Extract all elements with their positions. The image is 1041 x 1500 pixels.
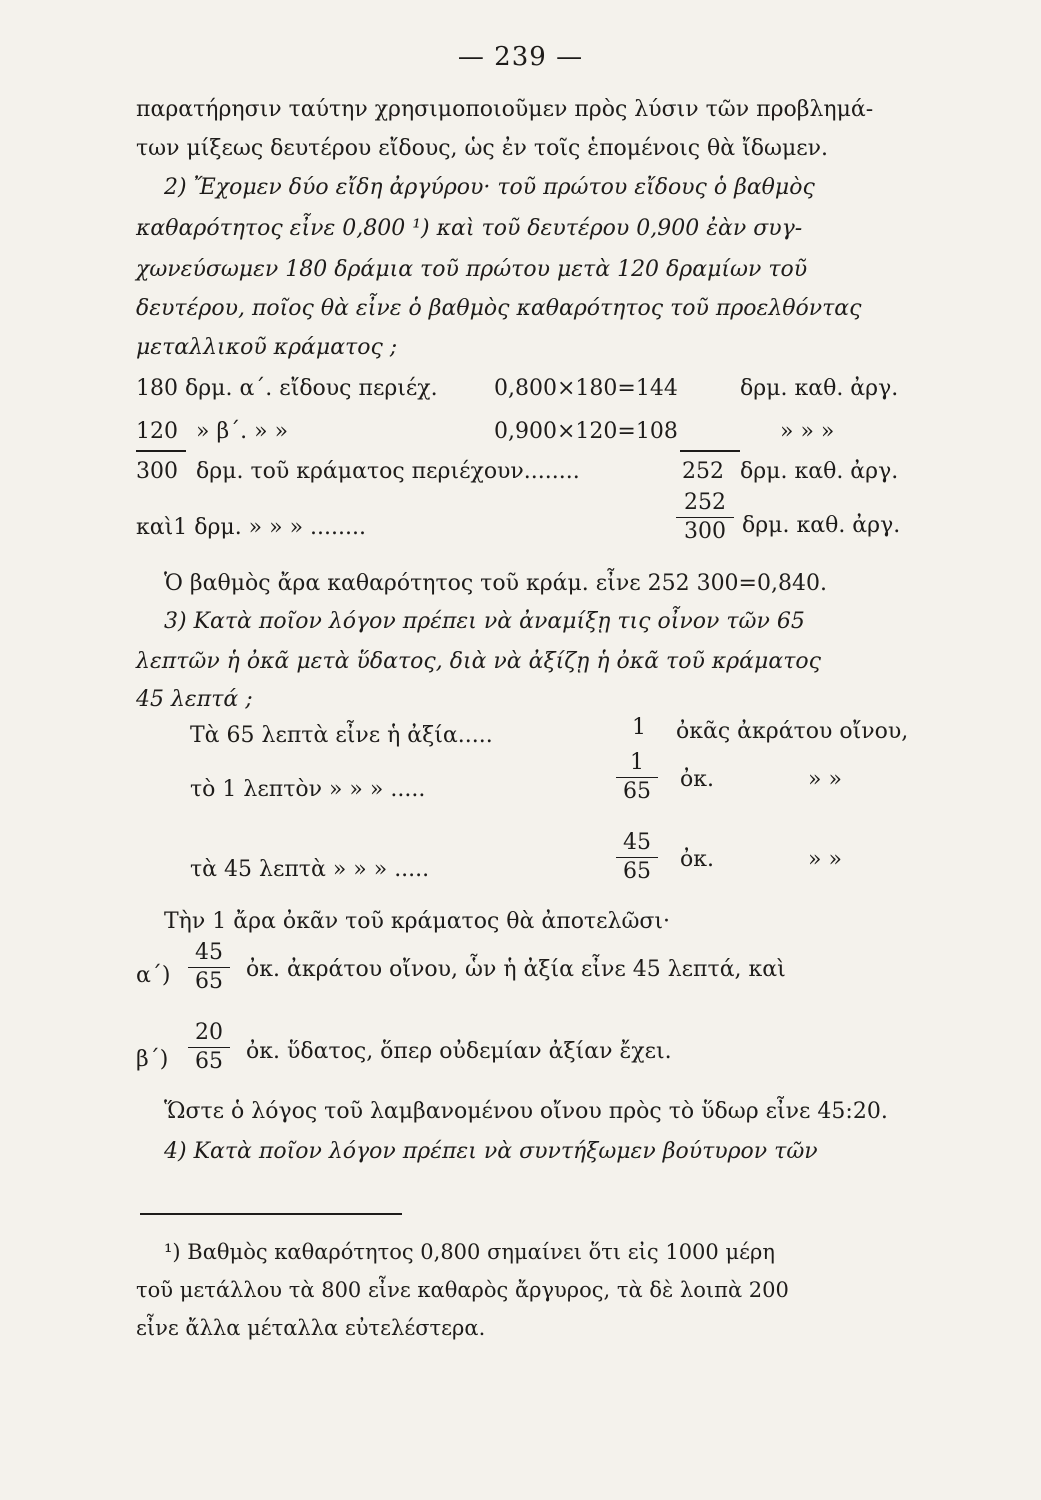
intro-line-1: παρατήρησιν ταύτην χρησιμοποιοῦμεν πρὸς λύσιν τῶν προβλημά- bbox=[136, 97, 874, 122]
problem2-line-3: χωνεύσωμεν 180 δράμια τοῦ πρώτου μετὰ 120 δραμίων τοῦ bbox=[136, 257, 808, 282]
fraction-denominator: 65 bbox=[195, 969, 223, 994]
intro-line-2: των μίξεως δευτέρου εἴδους, ὡς ἐν τοῖς ἑπομένοις θὰ ἴδωμεν. bbox=[136, 136, 829, 161]
p3-then: Τὴν 1 ἄρα ὀκᾶν τοῦ κράματος θὰ ἀποτελῶσι· bbox=[164, 909, 671, 934]
p2-sum-rule-left bbox=[136, 450, 186, 452]
p3-row3-fraction bbox=[616, 830, 658, 885]
p3-row3-ditto: » » bbox=[808, 847, 842, 872]
p2-result: Ὁ βαθμὸς ἄρα καθαρότητος τοῦ κράμ. εἶνε 252 300=0,840. bbox=[164, 571, 827, 596]
p3-row1-unit: ὀκᾶς ἀκράτου οἴνου, bbox=[676, 719, 909, 744]
fraction-numerator: 45 bbox=[195, 940, 223, 965]
problem3-line-1: 3) Κατὰ ποῖον λόγον πρέπει νὰ ἀναμίξῃ τις οἶνον τῶν 65 bbox=[164, 609, 805, 634]
p2-row2-qty: 120 bbox=[136, 419, 178, 444]
problem4-line: 4) Κατὰ ποῖον λόγον πρέπει νὰ συντήξωμεν βούτυρον τῶν bbox=[164, 1139, 818, 1164]
footnote-line-2: τοῦ μετάλλου τὰ 800 εἶνε καθαρὸς ἄργυρος, τὰ δὲ λοιπὰ 200 bbox=[136, 1278, 789, 1302]
fraction-numerator: 45 bbox=[623, 830, 651, 855]
p2-sum-rule-right bbox=[680, 450, 740, 452]
fraction-denominator: 65 bbox=[623, 779, 651, 804]
fraction-numerator: 20 bbox=[195, 1020, 223, 1045]
p2-row3-qty: 300 bbox=[136, 459, 178, 484]
p2-row3-unit: δρμ. καθ. ἀργ. bbox=[740, 459, 899, 484]
p2-row3-text: δρμ. τοῦ κράματος περιέχουν........ bbox=[196, 459, 580, 484]
p2-row4-fraction bbox=[676, 490, 734, 545]
fraction-denominator: 300 bbox=[684, 519, 726, 544]
fraction-numerator: 252 bbox=[684, 490, 726, 515]
p3-row2-unit: ὀκ. bbox=[680, 767, 714, 792]
fraction-denominator: 65 bbox=[195, 1049, 223, 1074]
p3-row3-text: τὰ 45 λεπτὰ » » » ..... bbox=[190, 857, 430, 882]
fraction-numerator: 1 bbox=[630, 750, 644, 775]
problem2-line-1: 2) Ἔχομεν δύο εἴδη ἀργύρου· τοῦ πρώτου εἴδους ὁ βαθμὸς bbox=[164, 175, 815, 200]
problem2-line-5: μεταλλικοῦ κράματος ; bbox=[136, 335, 398, 360]
p3-row2-text: τὸ 1 λεπτὸν » » » ..... bbox=[190, 777, 426, 802]
p3-conclusion: Ὥστε ὁ λόγος τοῦ λαμβανομένου οἴνου πρὸς τὸ ὕδωρ εἶνε 45:20. bbox=[164, 1099, 888, 1124]
p2-row1-qty: 180 δρμ. α΄. εἴδους περιέχ. bbox=[136, 376, 438, 401]
problem2-line-4: δευτέρου, ποῖος θὰ εἶνε ὁ βαθμὸς καθαρότητος τοῦ προελθόντας bbox=[136, 296, 862, 321]
p3-a-label: α΄) bbox=[136, 963, 171, 988]
footnote-line-3: εἶνε ἄλλα μέταλλα εὐτελέστερα. bbox=[136, 1316, 486, 1340]
problem2-line-2: καθαρότητος εἶνε 0,800 ¹) καὶ τοῦ δευτέρου 0,900 ἐὰν συγ- bbox=[136, 216, 803, 241]
p3-row1-val: 1 bbox=[632, 715, 646, 740]
p3-b-label: β΄) bbox=[136, 1047, 169, 1072]
p3-a-fraction bbox=[188, 940, 230, 995]
p3-b-text: ὀκ. ὕδατος, ὅπερ οὐδεμίαν ἀξίαν ἔχει. bbox=[246, 1039, 672, 1064]
footnote-separator bbox=[140, 1213, 402, 1215]
page-number: — 239 — bbox=[457, 42, 584, 72]
problem3-line-2: λεπτῶν ἡ ὀκᾶ μετὰ ὕδατος, διὰ νὰ ἀξίζῃ ἡ ὀκᾶ τοῦ κράματος bbox=[136, 649, 821, 674]
p2-row4-text: καὶ1 δρμ. » » » ........ bbox=[136, 515, 366, 540]
fraction-denominator: 65 bbox=[623, 859, 651, 884]
p2-row2-calc: 0,900×120=108 bbox=[494, 419, 678, 444]
p2-row3-calc: 252 bbox=[682, 459, 724, 484]
p3-row3-unit: ὀκ. bbox=[680, 847, 714, 872]
p3-b-fraction bbox=[188, 1020, 230, 1075]
p2-row2-ditto: » β΄. » » bbox=[196, 419, 289, 444]
p2-row2-unit: » » » bbox=[780, 419, 835, 444]
p3-row2-ditto: » » bbox=[808, 767, 842, 792]
p2-row4-unit: δρμ. καθ. ἀργ. bbox=[742, 513, 901, 538]
p3-row1-text: Τὰ 65 λεπτὰ εἶνε ἡ ἀξία..... bbox=[190, 723, 493, 748]
p3-row2-fraction bbox=[616, 750, 658, 805]
problem3-line-3: 45 λεπτά ; bbox=[136, 687, 253, 712]
p2-row1-unit: δρμ. καθ. ἀργ. bbox=[740, 376, 899, 401]
p3-a-text: ὀκ. ἀκράτου οἴνου, ὧν ἡ ἀξία εἶνε 45 λεπτά, καὶ bbox=[246, 957, 786, 982]
p2-row1-calc: 0,800×180=144 bbox=[494, 376, 678, 401]
footnote-line-1: ¹) Βαθμὸς καθαρότητος 0,800 σημαίνει ὅτι εἰς 1000 μέρη bbox=[164, 1240, 775, 1264]
